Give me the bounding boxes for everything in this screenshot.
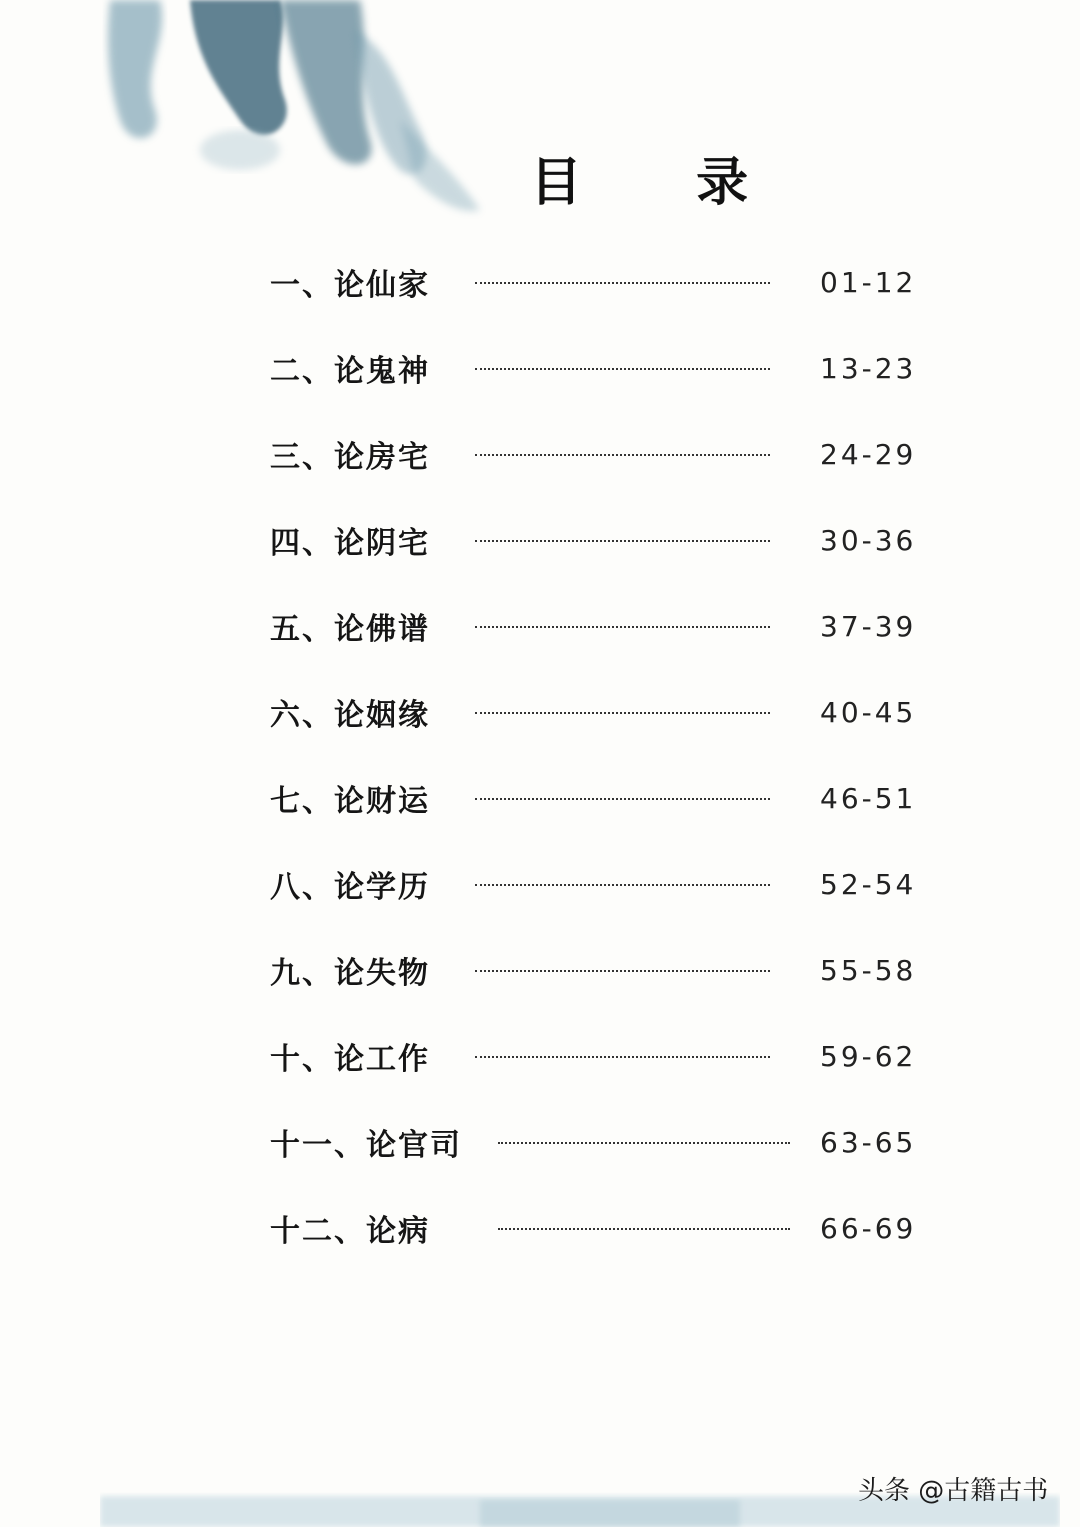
ink-landscape-illustration [100, 0, 520, 250]
toc-dot-leader [475, 712, 770, 714]
toc-entry-label: 二、论鬼神 [270, 354, 430, 389]
toc-entry-pages: 37-39 [820, 610, 917, 643]
toc-entry-label: 十一、论官司 [270, 1128, 462, 1163]
toc-dot-leader [475, 454, 770, 456]
toc-entry-pages: 30-36 [820, 524, 917, 557]
toc-entry-pages: 52-54 [820, 868, 917, 901]
toc-entry-label: 八、论学历 [270, 870, 430, 905]
toc-entry-pages: 01-12 [820, 266, 917, 299]
source-watermark: 头条 @古籍古书 [858, 1476, 1049, 1506]
toc-entry-label: 七、论财运 [270, 784, 430, 819]
toc-dot-leader [475, 1056, 770, 1058]
toc-dot-leader [475, 626, 770, 628]
toc-entry-pages: 40-45 [820, 696, 917, 729]
toc-entry-label: 六、论姻缘 [270, 698, 430, 733]
toc-dot-leader [475, 970, 770, 972]
toc-entry [270, 346, 930, 396]
toc-entry [270, 260, 930, 310]
toc-entry [270, 1120, 930, 1170]
toc-entry-pages: 13-23 [820, 352, 917, 385]
toc-dot-leader [498, 1228, 790, 1230]
toc-dot-leader [475, 884, 770, 886]
toc-entry [270, 1206, 930, 1256]
toc-dot-leader [498, 1142, 790, 1144]
toc-entry [270, 862, 930, 912]
toc-entry-pages: 46-51 [820, 782, 917, 815]
toc-dot-leader [475, 540, 770, 542]
toc-entry-label: 九、论失物 [270, 956, 430, 991]
toc-entry-pages: 66-69 [820, 1212, 917, 1245]
toc-entry-label: 一、论仙家 [270, 268, 430, 303]
toc-entry-label: 十、论工作 [270, 1042, 430, 1077]
toc-entry-pages: 59-62 [820, 1040, 917, 1073]
toc-entry [270, 432, 930, 482]
toc-entry-pages: 55-58 [820, 954, 917, 987]
toc-entry [270, 1034, 930, 1084]
toc-dot-leader [475, 798, 770, 800]
toc-dot-leader [475, 282, 770, 284]
toc-entry-label: 四、论阴宅 [270, 526, 430, 561]
toc-entry-label: 三、论房宅 [270, 440, 430, 475]
toc-entry [270, 776, 930, 826]
toc-entry-pages: 24-29 [820, 438, 917, 471]
page-title: 目 录 [530, 152, 797, 213]
toc-entry [270, 518, 930, 568]
toc-entry-label: 五、论佛谱 [270, 612, 430, 647]
toc-entry [270, 604, 930, 654]
toc-dot-leader [475, 368, 770, 370]
toc-entry-label: 十二、论病 [270, 1214, 430, 1249]
toc-entry [270, 690, 930, 740]
toc-entry [270, 948, 930, 998]
toc-entry-pages: 63-65 [820, 1126, 917, 1159]
